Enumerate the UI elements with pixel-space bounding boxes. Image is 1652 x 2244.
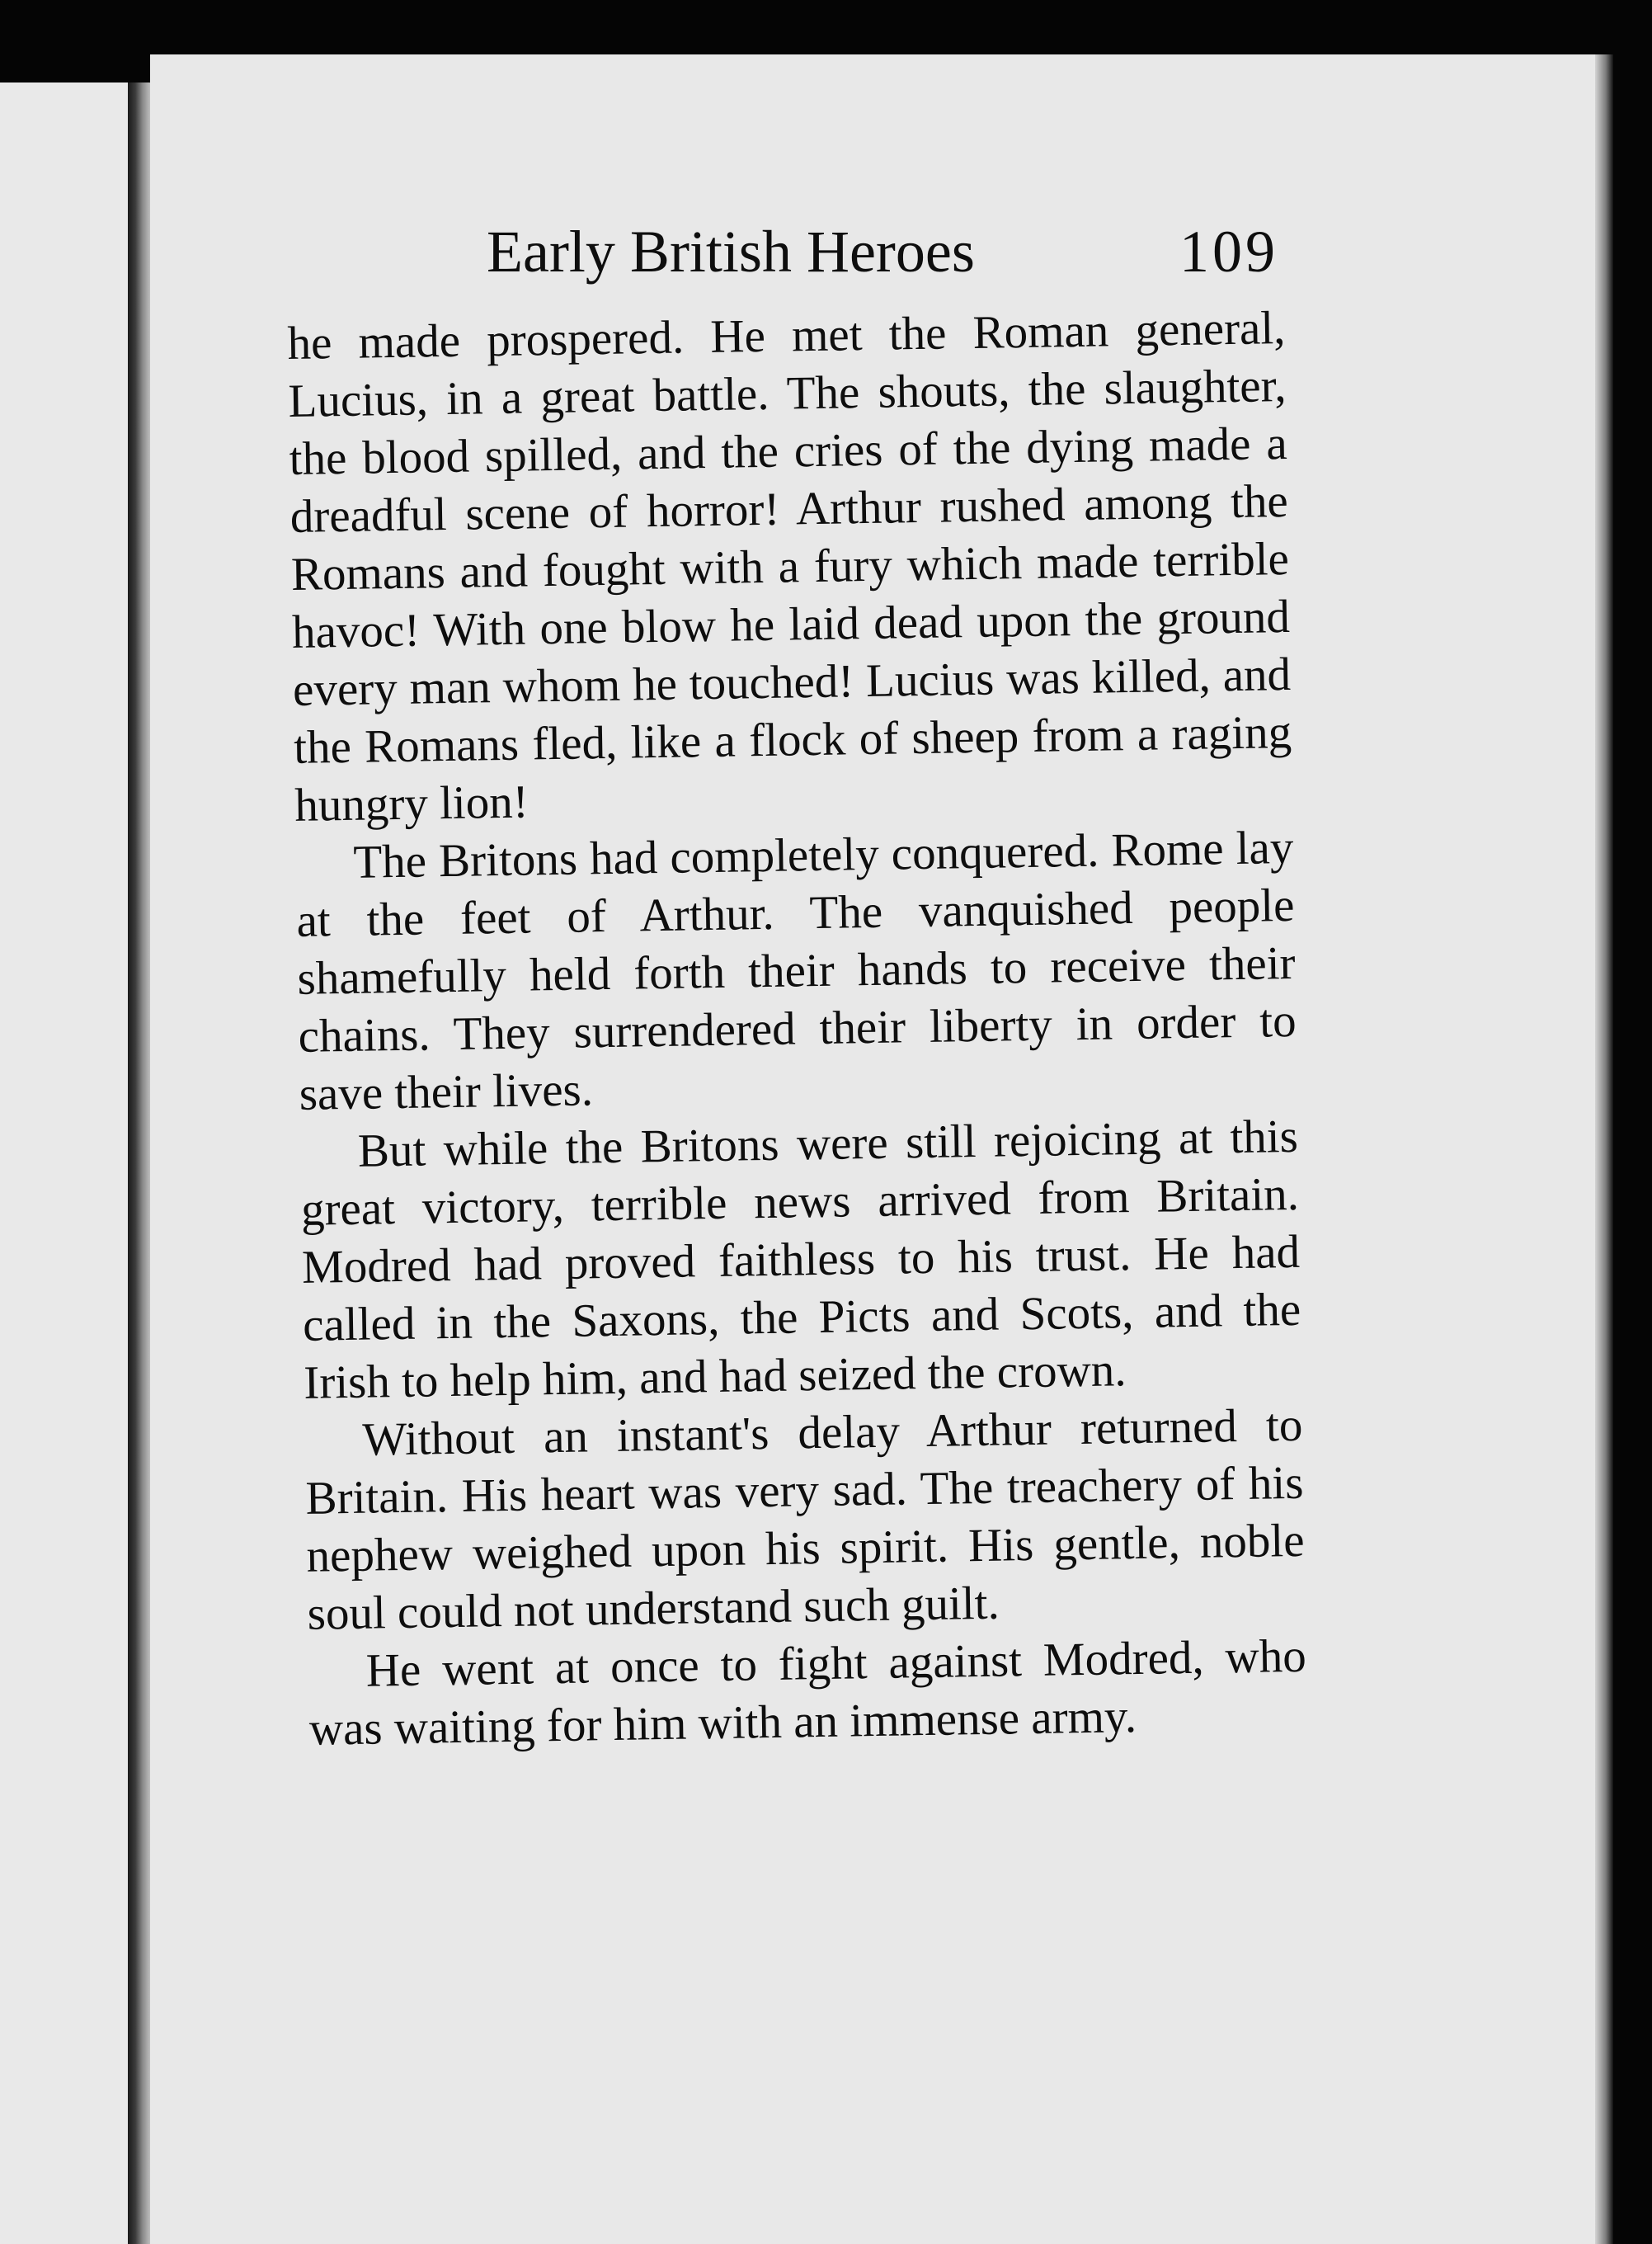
paragraph: Without an instant's delay Arthur returned to Britain. His heart was very sad. The treachery of his nephew weighed upon his spirit. His gentle, noble soul could not understand such guilt. — [305, 1398, 1305, 1640]
paragraph: He went at once to fight against Modred, who was waiting for him with an immense army. — [308, 1629, 1307, 1756]
left-page-edge — [0, 82, 132, 2244]
page-right-edge — [1595, 54, 1613, 2244]
page-header — [487, 206, 1278, 297]
paragraph: The Britons had completely conquered. Rome lay at the feet of Arthur. The vanquished people shamefully held forth their hands to receive their chains. They surrendered their liberty in order to save their lives. — [296, 821, 1297, 1120]
book-gutter — [128, 82, 153, 2244]
paragraph: But while the Britons were still rejoicing at this great victory, terrible news arrived from Britain. Modred had proved faithless to his trust. He had called in the Saxons, the Picts and Scots, and the Irish to help him, and had seized the crown. — [300, 1110, 1301, 1409]
body-text — [287, 299, 1307, 1759]
paragraph: he made prospered. He met the Roman general, Lucius, in a great battle. The shouts, the slaughter, the blood spilled, and the cries of the dying made a dreadful scene of horror! Arthur rushed among the Romans and fought with a fury which made terrible havoc! With one blow he laid dead upon the ground every man whom he touched! Lucius was killed, and the Romans fled, like a flock of sheep from a raging hungry lion! — [287, 301, 1292, 832]
running-head: Early British Heroes — [487, 219, 975, 285]
page-number: 109 — [1179, 219, 1278, 285]
